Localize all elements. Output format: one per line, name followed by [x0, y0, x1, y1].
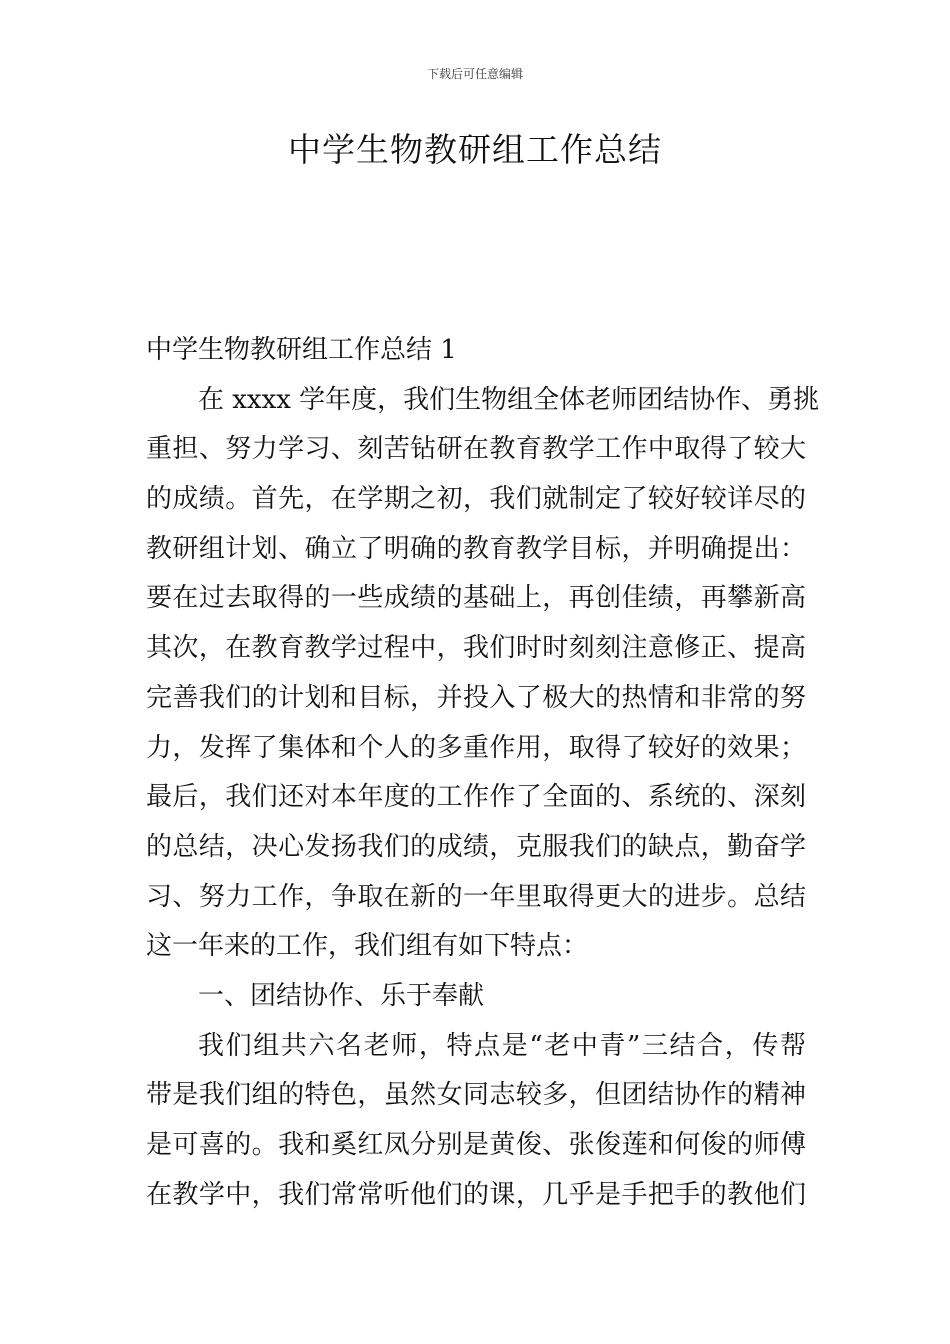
paragraph-line: 教研组计划、确立了明确的教育教学目标，并明确提出： [146, 533, 806, 564]
document-body [146, 326, 820, 1220]
paragraph-line: 最后，我们还对本年度的工作作了全面的、系统的、深刻 [146, 782, 806, 813]
paragraph-line: 习、努力工作，争取在新的一年里取得更大的进步。总结 [146, 881, 806, 912]
paragraph-line: 的总结，决心发扬我们的成绩，克服我们的缺点，勤奋学 [146, 831, 806, 862]
paragraph-line: 这一年来的工作，我们组有如下特点： [146, 931, 589, 962]
header-note: 下载后可任意编辑 [426, 67, 523, 81]
paragraph-line: 要在过去取得的一些成绩的基础上，再创佳绩，再攀新高 [146, 583, 806, 614]
paragraph-line: 其次，在教育教学过程中，我们时时刻刻注意修正、提高 [146, 633, 806, 664]
document-title: 中学生物教研组工作总结 [288, 130, 662, 169]
subheading-1: 一、团结协作、乐于奉献 [198, 980, 485, 1011]
section-heading: 中学生物教研组工作总结 1 [146, 335, 457, 365]
paragraph-1 [146, 376, 820, 972]
paragraph-line: 完善我们的计划和目标，并投入了极大的热情和非常的努 [146, 682, 806, 713]
paragraph-line: 我们组共六名老师，特点是“老中青”三结合，传帮 [198, 1030, 806, 1061]
paragraph-line: 在 xxxx 学年度，我们生物组全体老师团结协作、勇挑 [198, 384, 820, 415]
paragraph-line: 的成绩。首先，在学期之初，我们就制定了较好较详尽的 [146, 484, 806, 515]
paragraph-line: 带是我们组的特色，虽然女同志较多，但团结协作的精神 [146, 1080, 806, 1111]
paragraph-line: 重担、努力学习、刻苦钻研在教育教学工作中取得了较大 [146, 434, 806, 465]
paragraph-line: 是可喜的。我和奚红凤分别是黄俊、张俊莲和何俊的师傅 [146, 1130, 806, 1160]
paragraph-2 [146, 1022, 806, 1221]
paragraph-line: 力，发挥了集体和个人的多重作用，取得了较好的效果； [146, 732, 806, 763]
paragraph-line: 在教学中，我们常常听他们的课，几乎是手把手的教他们 [146, 1179, 806, 1210]
